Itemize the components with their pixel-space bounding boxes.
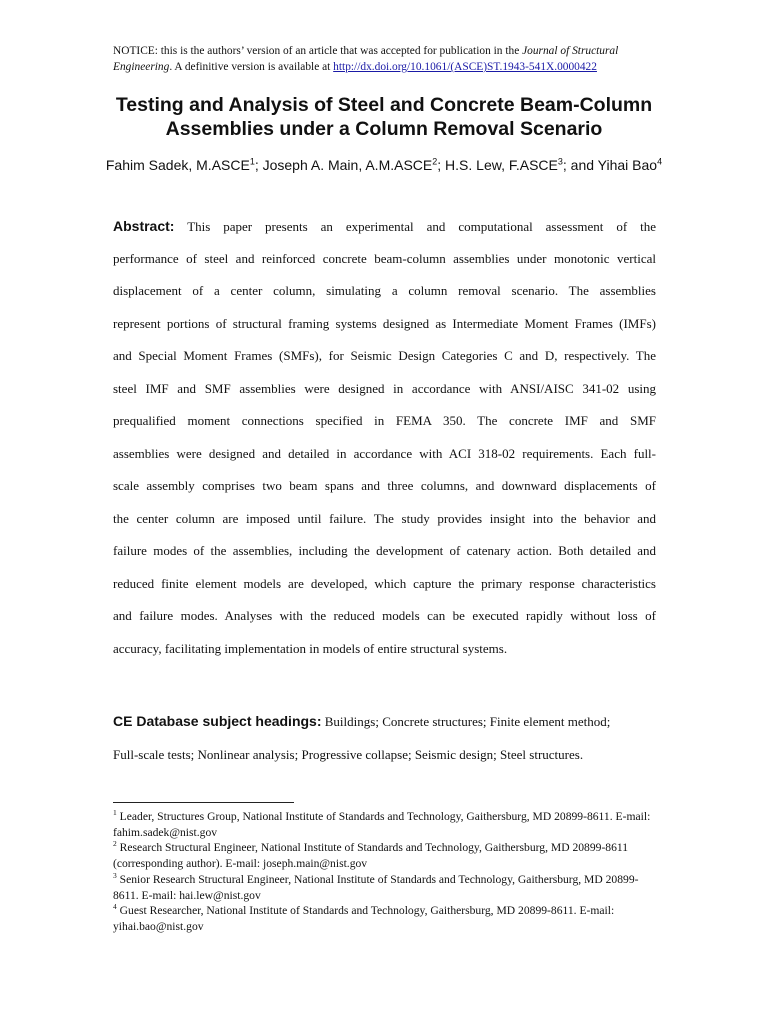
- subject-headings-line: Full-scale tests; Nonlinear analysis; Progressive collapse; Seismic design; Steel structures.: [113, 746, 584, 762]
- notice-journal-name: Journal of Structural Engineering: [113, 45, 619, 73]
- footnotes: [113, 809, 658, 935]
- author-name: Joseph A. Main, A.M.ASCE: [262, 157, 433, 173]
- footnote: [113, 809, 658, 840]
- abstract-line: [113, 210, 656, 243]
- abstract-line: assemblies were designed and detailed in accordance with ACI 318-02 requirements. Each full-: [113, 445, 656, 461]
- footnote-mark: 4: [113, 902, 117, 912]
- author-affiliation-mark: 1: [249, 156, 255, 167]
- author-affiliation-mark: 2: [432, 156, 438, 167]
- footnote-divider: [113, 802, 294, 803]
- footnote: [113, 872, 658, 903]
- author-list: [100, 156, 668, 174]
- author-separator: ; and: [562, 157, 598, 173]
- author-name: H.S. Lew, F.ASCE: [445, 157, 558, 173]
- footnote-text: Senior Research Structural Engineer, National Institute of Standards and Technology, Gaithersburg, MD 20899-8611. E-mail: hai.lew@nist.gov: [113, 872, 639, 902]
- footnote: [113, 840, 658, 871]
- abstract-section: [113, 210, 656, 665]
- abstract-line: scale assembly comprises two beam spans and three columns, and downward displacements of: [113, 478, 656, 493]
- subject-headings-line: [113, 705, 656, 739]
- author-name: Fahim Sadek, M.ASCE: [105, 157, 250, 173]
- abstract-line: the center column are imposed until failure. The study provides insight into the behavior and: [113, 510, 656, 526]
- author-name: Yihai Bao: [597, 157, 658, 173]
- subject-headings: [113, 705, 656, 771]
- subject-headings-text: Buildings; Concrete structures; Finite element method;: [324, 714, 611, 729]
- footnote-mark: 1: [113, 808, 117, 818]
- notice-prefix: NOTICE: this is the authors’ version of an article that was accepted for publication in the: [113, 45, 523, 57]
- subject-headings-label: CE Database subject headings:: [113, 713, 322, 729]
- paper-title: Testing and Analysis of Steel and Concrete Beam-Column Assemblies under a Column Removal Scenario: [115, 94, 653, 140]
- footnote: [113, 903, 658, 934]
- publication-notice: [113, 43, 658, 75]
- footnote-text: Guest Researcher, National Institute of Standards and Technology, Gaithersburg, MD 20899-8611. E-mail: yihai.bao@nist.gov: [113, 904, 615, 933]
- abstract-line: performance of steel and reinforced concrete beam-column assemblies under monotonic vertical: [113, 250, 656, 266]
- author-separator: ;: [437, 157, 446, 173]
- author-separator: ;: [254, 157, 263, 173]
- author-affiliation-mark: 3: [557, 156, 563, 167]
- abstract-line: represent portions of structural framing systems designed as Intermediate Moment Frames (IMFs): [113, 315, 656, 331]
- abstract-line: failure modes of the assemblies, including the development of catenary action. Both detailed and: [113, 543, 656, 558]
- abstract-label: Abstract:: [113, 218, 175, 234]
- footnote-text: Research Structural Engineer, National Institute of Standards and Technology, Gaithersburg, MD 20899-8611 (corresponding author). E-mail: joseph.main@nist.gov: [113, 841, 629, 871]
- abstract-line: prequalified moment connections specified in FEMA 350. The concrete IMF and SMF: [113, 413, 656, 428]
- abstract-line: accuracy, facilitating implementation in models of entire structural systems.: [113, 640, 508, 656]
- abstract-line: and Special Moment Frames (SMFs), for Seismic Design Categories C and D, respectively. The: [113, 348, 656, 363]
- author-affiliation-mark: 4: [657, 156, 663, 167]
- doi-link[interactable]: http://dx.doi.org/10.1061/(ASCE)ST.1943-541X.0000422: [333, 61, 597, 73]
- abstract-text: This paper presents an experimental and computational assessment of the: [187, 219, 657, 234]
- abstract-line: displacement of a center column, simulating a column removal scenario. The assemblies: [113, 283, 656, 298]
- abstract-line: and failure modes. Analyses with the reduced models can be executed rapidly without loss of: [113, 608, 656, 623]
- abstract-line: steel IMF and SMF assemblies were designed in accordance with ANSI/AISC 341-02 using: [113, 380, 656, 396]
- footnote-mark: 3: [113, 870, 117, 880]
- footnote-mark: 2: [113, 839, 117, 849]
- abstract-line: reduced finite element models are developed, which capture the primary response characteristics: [113, 575, 656, 591]
- notice-mid: . A definitive version is available at: [169, 61, 334, 73]
- footnote-text: Leader, Structures Group, National Institute of Standards and Technology, Gaithersburg, MD 20899-8611. E-mail: fahim.sadek@nist.gov: [113, 810, 651, 839]
